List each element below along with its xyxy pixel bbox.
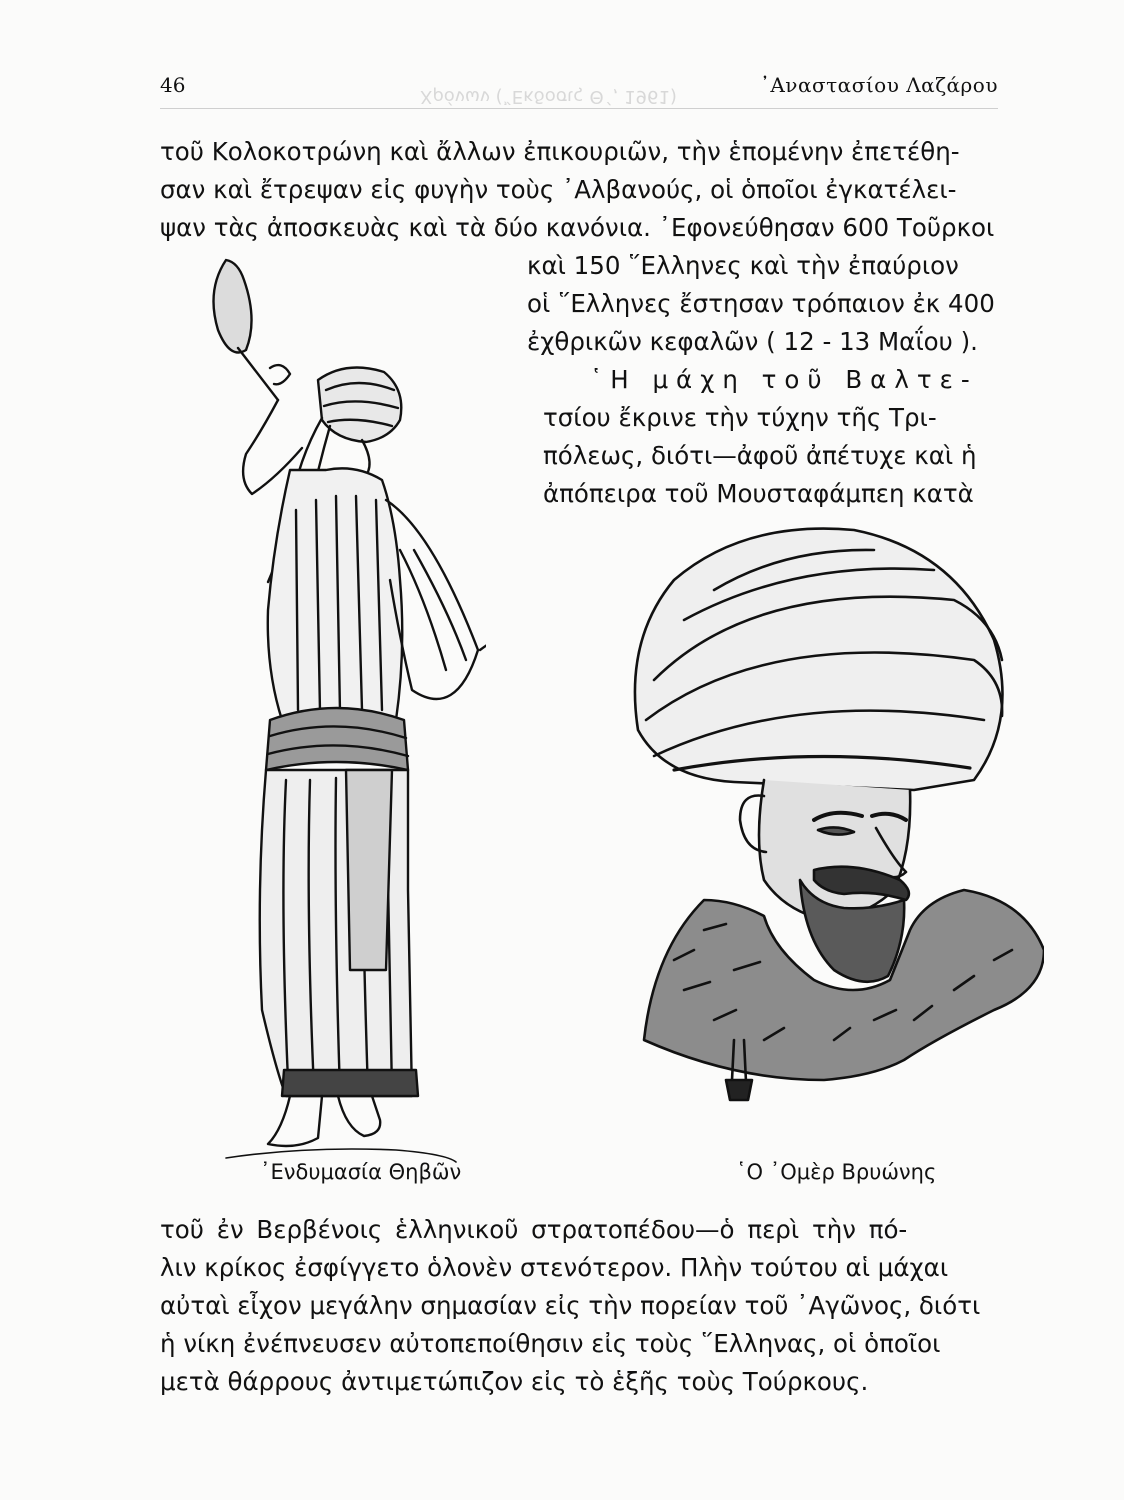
text-line: ἀπόπειρα τοῦ Μουσταφάμπεη κατὰ <box>543 479 974 508</box>
text-line: τσίου ἔκρινε τὴν τύχην τῆς Τρι- <box>543 403 937 432</box>
text-line: ῾Η μάχη τοῦ Βαλτε- <box>590 365 978 394</box>
text-line: αὐταὶ εἶχον μεγάλην σημασίαν εἰς τὴν πορείαν τοῦ ᾿Αγῶνος, διότι <box>160 1291 981 1320</box>
page-number: 46 <box>160 73 186 97</box>
text-line: τοῦ Κολοκοτρώνη καὶ ἄλλων ἐπικουριῶν, τὴν ἑπομένην ἐπετέθη- <box>160 137 960 166</box>
text-line: τοῦ ἐν Βερβένοις ἑλληνικοῦ στρατοπέδου—ὁ περὶ τὴν πό- <box>160 1215 908 1244</box>
turbaned-man-portrait <box>614 520 1044 1110</box>
left-figure-caption: ᾿Ενδυμασία Θηβῶν <box>260 1160 462 1184</box>
text-line: οἱ ῞Ελληνες ἔστησαν τρόπαιον ἐκ 400 <box>527 289 995 318</box>
text-line: μετὰ θάρρους ἀντιμετώπιζον εἰς τὸ ἑξῆς τοὺς Τούρκους. <box>160 1367 869 1396</box>
text-line: ἐχθρικῶν κεφαλῶν ( 12 - 13 Μαΐου ). <box>527 327 978 356</box>
text-line: ψαν τὰς ἀποσκευὰς καὶ τὰ δύο κανόνια. ᾿Εφονεύθησαν 600 Τοῦρκοι <box>160 213 995 242</box>
text-line: ἡ νίκη ἐνέπνευσεν αὐτοπεποίθησιν εἰς τοὺς ῞Ελληνας, οἱ ὁποῖοι <box>160 1329 941 1358</box>
woman-spinning-illustration <box>186 250 486 1170</box>
running-title: ᾿Αναστασίου Λαζάρου <box>759 73 998 97</box>
text-line: πόλεως, διότι—ἀφοῦ ἀπέτυχε καὶ ἡ <box>543 441 977 470</box>
right-figure-caption: ῾Ο ᾿Ομὲρ Βρυώνης <box>736 1160 937 1184</box>
header-rule <box>160 108 998 109</box>
text-line: καὶ 150 ῞Ελληνες καὶ τὴν ἐπαύριον <box>527 251 959 280</box>
text-line: σαν καὶ ἔτρεψαν εἰς φυγὴν τοὺς ᾿Αλβανούς, οἱ ὁποῖοι ἐγκατέλει- <box>160 175 957 204</box>
text-line: λιν κρίκος ἐσφίγγετο ὁλονὲν στενότερον. Πλὴν τούτου αἱ μάχαι <box>160 1253 949 1282</box>
bleed-through-text: Χρόνων (῎Εκδοσις Θ΄, 1961) <box>420 86 677 107</box>
